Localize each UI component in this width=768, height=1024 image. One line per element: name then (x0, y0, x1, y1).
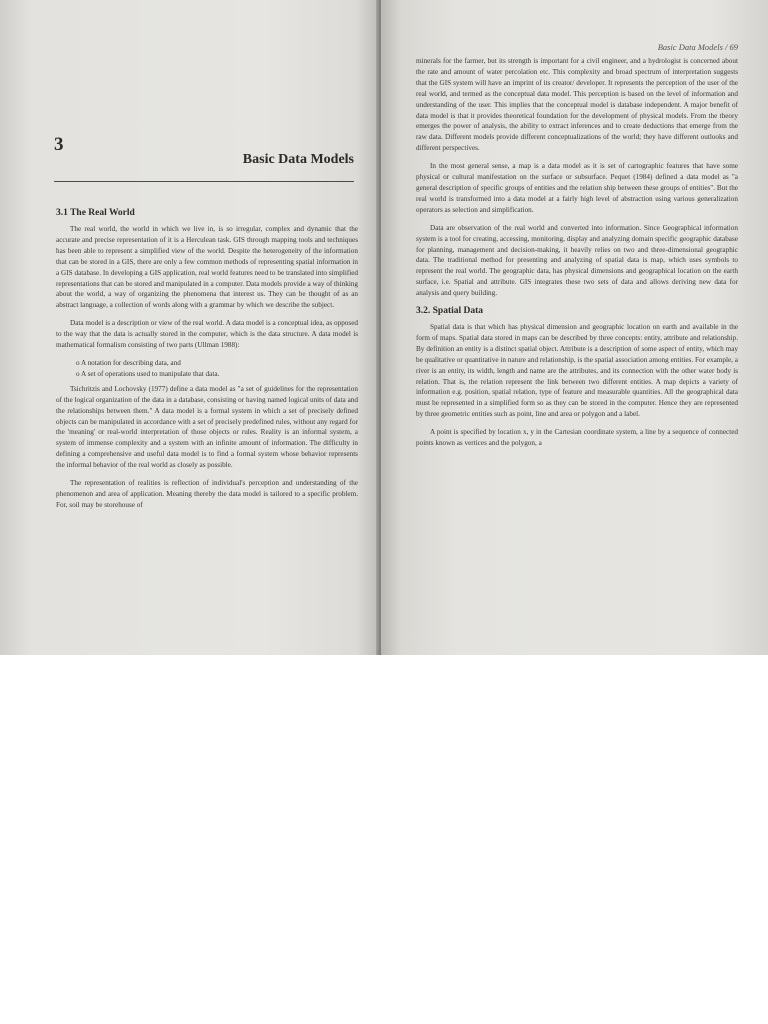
section-heading-real-world: 3.1 The Real World (56, 208, 135, 218)
list-item: o A set of operations used to manipulate that data. (76, 369, 358, 380)
paragraph: minerals for the farmer, but its strength is important for a civil engineer, and a hydrologist is concerned about the rate and amount of water percolation etc. This complexity and broad spectrum of interpretation suggests that the GIS system will have an imprint of its creator/ developer. It represents the perception of the user of the real world, and termed as the conceptual data model. This perception is based on the level of information and understanding of the user. This implies that the conceptual model is database independent. A major benefit of data model is that it provides theoretical foundation for the development of physical models. From the theory emerges the power of analysis, the ability to extract inferences and to create deductions that emerge from the raw data. Different models provide different conceptualizations of the world; they have different outlooks and different perspectives. (416, 57, 738, 153)
paragraph: Data are observation of the real world and converted into information. Since Geographical information system is a tool for creating, accessing, monitoring, display and analyzing domain specific geographic database for planning, management and decision-making, it heavily relies on two and three-dimensional geographic data. The traditional method for presenting and analyzing of spatial data is map, which uses symbols to represent the real world. The geographic data, has physical dimensions and geographical location on the earth surface, i.e. Spatial and attribute. GIS integrates these two sets of data and allows deriving new data for analysis and query building. (416, 223, 738, 298)
paragraph: The real world, the world in which we live in, is so irregular, complex and dynamic that the accurate and precise representation of it is a Herculean task. GIS through mapping tools and techniques has been able to represent a simplified view of the world. Despite the heterogeneity of the information that can be stored in a GIS, there are only a few common methods of representing spatial information in a GIS database. In developing a GIS application, real world features need to be translated into simplified representations that can be stored and manipulated in a computer. Data models provide a way of thinking about the world, a way of organizing the phenomena that interest us. They can be thought of as an abstract language, a collection of words along with a grammar by which we describe the subject. (56, 225, 358, 310)
chapter-number: 3 (54, 134, 64, 155)
bullet-list (56, 358, 358, 380)
paragraph: Tsichritzis and Lochovsky (1977) define a data model as "a set of guidelines for the representation of the logical organization of the data in a database, consisting or having named logical units of data and the relationships between them." A data model is a formal system in which a set of precisely defined objects can be manipulated in accordance with a set of precisely predefined rules, without any regard for the 'meaning' or real-world interpretation of those objects or rules. Reality is an informal system, a system of immense complexity and a system with an infinite amount of information. The difficulty in defining a comprehensive and useful data model is to find a formal system whose behavior represents the informal behavior of the real world as closely as possible. (56, 384, 358, 470)
paragraph: Data model is a description or view of the real world. A data model is a conceptual idea, as opposed to the way that the data is actually stored in the computer, which is the data structure. A data model is mathematical formalism consisting of two parts (Ullman 1988): (56, 319, 358, 350)
paragraph: A point is specified by location x, y in the Cartesian coordinate system, a line by a sequence of connected points known as vertices and the polygon, a (416, 428, 738, 448)
section-heading-spatial-data: 3.2. Spatial Data (416, 306, 484, 317)
chapter-divider (54, 181, 354, 182)
list-item: o A notation for describing data, and (76, 358, 358, 369)
right-page-body (416, 56, 738, 456)
paragraph: In the most general sense, a map is a data model as it is set of cartographic features that have some physical or cultural manifestation on the surface or subsurface. Pequet (1984) defined a data model as "a general description of specific groups of entities and the relation ship between these groups of entities". But the real world is transformed into a data model at a fairly high level of abstraction using various generalization operators as selection and simplification. (416, 162, 738, 214)
chapter-title: Basic Data Models (242, 152, 354, 167)
left-page-body (56, 208, 358, 518)
running-head: Basic Data Models / 69 (657, 42, 738, 52)
paragraph: Spatial data is that which has physical dimension and geographic location on earth and available in the form of maps. Spatial data stored in maps can be described by three concepts: entity, attribute and relationship. By definition an entity is a distinct spatial object. Attribute is a description of some aspect of entity, which may be qualitative or quantitative in nature and relationship, is the spatial association among entities. For example, a river is an entity, its width, length and name are the attributes, and its connection with the other water body is relation. That is, the relation represent the link between two different entities. A map depicts a variety of information e.g. position, spatial relation, type of feature and measurable quantities. All the geographical data must be represented in a simplified form so as they can be stored in the computer. Hence they are represented by three geometric entities such as point, line and area or polygon and a label. (416, 323, 738, 419)
paragraph: The representation of realities is reflection of individual's perception and understanding of the phenomenon and area of application. Meaning thereby the data model is tailored to a specific problem. For, soil may be storehouse of (56, 479, 358, 509)
